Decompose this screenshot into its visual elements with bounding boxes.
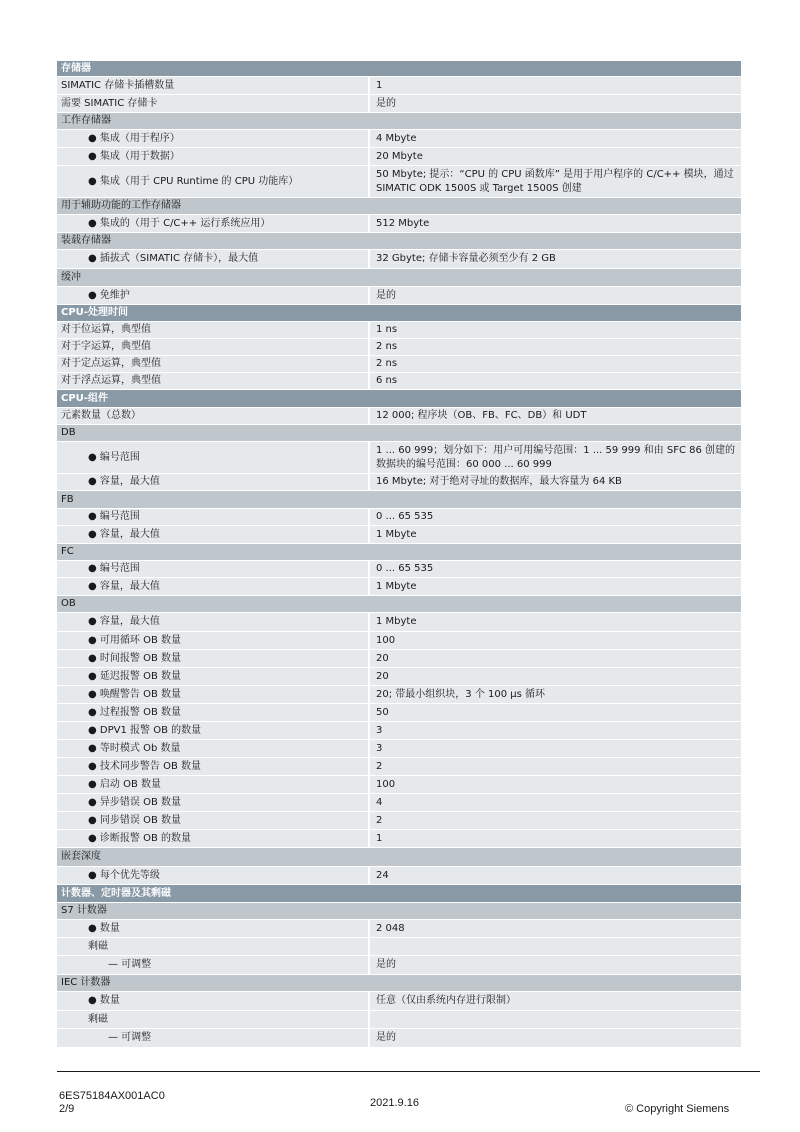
spec-value: 1 xyxy=(368,77,741,94)
spec-value: 1 Mbyte xyxy=(368,578,741,595)
spec-value: 32 Gbyte; 存储卡容量必须至少有 2 GB xyxy=(368,250,741,268)
spec-row xyxy=(57,339,741,356)
spec-value: 2 xyxy=(368,812,741,829)
section-header xyxy=(57,885,741,903)
spec-label: 对于定点运算，典型值 xyxy=(61,358,161,369)
spec-value: 12 000; 程序块（OB、FB、FC、DB）和 UDT xyxy=(368,408,741,424)
spec-row xyxy=(57,830,741,848)
spec-value: 50 Mbyte; 提示：“CPU 的 CPU 函数库” 是用于用户程序的 C/C++ 模块，通过 SIMATIC ODK 1500S 或 Target 1500S 创建 xyxy=(368,166,741,197)
spec-label: ● 容量，最大值 xyxy=(88,529,160,540)
spec-row xyxy=(57,148,741,166)
spec-value: 2 ns xyxy=(368,356,741,372)
section-title: IEC 计数器 xyxy=(61,977,111,988)
spec-label: ● 诊断报警 OB 的数量 xyxy=(88,833,191,844)
spec-value: 任意（仅由系统内存进行限制） xyxy=(368,992,741,1010)
spec-label: ● 时间报警 OB 数量 xyxy=(88,653,181,664)
section-title: 嵌套深度 xyxy=(61,851,101,862)
spec-row xyxy=(57,474,741,491)
spec-label: ● DPV1 报警 OB 的数量 xyxy=(88,725,202,736)
spec-row xyxy=(57,287,741,305)
spec-label: ● 容量，最大值 xyxy=(88,616,160,627)
page-number: 2/9 xyxy=(59,1103,75,1115)
document-date: 2021.9.16 xyxy=(370,1097,419,1109)
spec-label: ● 集成（用于程序） xyxy=(88,133,180,144)
spec-row xyxy=(57,740,741,758)
spec-row xyxy=(57,578,741,596)
spec-label: ● 数量 xyxy=(88,995,120,1006)
spec-row xyxy=(57,442,741,474)
section-header xyxy=(57,848,741,867)
section-header xyxy=(57,233,741,250)
spec-value: 是的 xyxy=(368,956,741,974)
spec-row xyxy=(57,526,741,544)
section-header xyxy=(57,113,741,130)
section-header xyxy=(57,491,741,509)
spec-value: 0 ... 65 535 xyxy=(368,561,741,577)
spec-label: ● 集成（用于数据） xyxy=(88,151,180,162)
spec-label: ● 集成（用于 CPU Runtime 的 CPU 功能库） xyxy=(88,176,299,187)
spec-row xyxy=(57,250,741,269)
spec-label: ● 同步错误 OB 数量 xyxy=(88,815,181,826)
spec-table xyxy=(57,61,741,1048)
section-header xyxy=(57,390,741,408)
spec-label: ● 异步错误 OB 数量 xyxy=(88,797,181,808)
copyright: © Copyright Siemens xyxy=(625,1103,730,1115)
spec-label: 对于位运算，典型值 xyxy=(61,324,151,335)
section-header xyxy=(57,198,741,215)
spec-value xyxy=(368,1011,741,1028)
spec-label: ● 编号范围 xyxy=(88,511,140,522)
spec-label: ● 集成的（用于 C/C++ 运行系统应用） xyxy=(88,218,271,229)
spec-value: 16 Mbyte; 对于绝对寻址的数据库，最大容量为 64 KB xyxy=(368,474,741,490)
spec-row xyxy=(57,632,741,650)
section-header xyxy=(57,975,741,992)
spec-row xyxy=(57,920,741,938)
section-title: 用于辅助功能的工作存储器 xyxy=(61,200,181,211)
spec-value: 100 xyxy=(368,632,741,649)
section-title: CPU-组件 xyxy=(61,393,108,404)
section-title: FB xyxy=(61,494,74,505)
section-header xyxy=(57,903,741,920)
spec-value: 是的 xyxy=(368,287,741,304)
spec-label: 需要 SIMATIC 存储卡 xyxy=(61,98,158,109)
spec-row xyxy=(57,77,741,95)
spec-row xyxy=(57,613,741,632)
spec-row xyxy=(57,130,741,148)
section-title: 缓冲 xyxy=(61,272,81,283)
spec-label: — 可调整 xyxy=(108,959,152,970)
spec-label: ● 容量，最大值 xyxy=(88,581,160,592)
spec-value: 0 ... 65 535 xyxy=(368,509,741,525)
spec-label: ● 插拔式（SIMATIC 存储卡），最大值 xyxy=(88,253,259,264)
spec-value: 2 xyxy=(368,758,741,775)
section-title: 装载存储器 xyxy=(61,235,111,246)
spec-value: 1 Mbyte xyxy=(368,526,741,543)
spec-row xyxy=(57,758,741,776)
section-title: CPU-处理时间 xyxy=(61,307,128,318)
spec-label: ● 可用循环 OB 数量 xyxy=(88,635,181,646)
spec-value: 100 xyxy=(368,776,741,793)
spec-row xyxy=(57,867,741,885)
section-header xyxy=(57,596,741,613)
spec-row xyxy=(57,668,741,686)
spec-label: ● 编号范围 xyxy=(88,563,140,574)
spec-label: ● 数量 xyxy=(88,923,120,934)
section-title: 工作存储器 xyxy=(61,115,111,126)
spec-value: 20; 带最小组织块，3 个 100 μs 循环 xyxy=(368,686,741,703)
spec-value: 3 xyxy=(368,722,741,739)
section-title: 存储器 xyxy=(61,63,91,74)
spec-value: 512 Mbyte xyxy=(368,215,741,232)
spec-row xyxy=(57,686,741,704)
spec-row xyxy=(57,509,741,526)
spec-value: 2 ns xyxy=(368,339,741,355)
spec-row xyxy=(57,373,741,390)
spec-label: ● 技术同步警告 OB 数量 xyxy=(88,761,201,772)
section-title: OB xyxy=(61,598,76,609)
spec-row xyxy=(57,322,741,339)
spec-row xyxy=(57,356,741,373)
spec-value: 50 xyxy=(368,704,741,721)
spec-value: 20 xyxy=(368,650,741,667)
spec-row xyxy=(57,95,741,113)
order-number: 6ES75184AX001AC0 xyxy=(59,1090,165,1102)
spec-label: ● 唤醒警告 OB 数量 xyxy=(88,689,181,700)
footer-divider xyxy=(57,1071,760,1072)
spec-row xyxy=(57,561,741,578)
section-title: S7 计数器 xyxy=(61,905,107,916)
spec-value: 4 xyxy=(368,794,741,811)
spec-value: 20 xyxy=(368,668,741,685)
spec-value: 24 xyxy=(368,867,741,884)
section-header xyxy=(57,425,741,442)
spec-row xyxy=(57,408,741,425)
spec-row xyxy=(57,215,741,233)
spec-value: 是的 xyxy=(368,1029,741,1047)
spec-label: 元素数量（总数） xyxy=(61,410,141,421)
spec-label: ● 延迟报警 OB 数量 xyxy=(88,671,181,682)
section-title: 剩磁 xyxy=(88,941,108,952)
spec-label: ● 免维护 xyxy=(88,290,130,301)
spec-value: 6 ns xyxy=(368,373,741,389)
spec-row xyxy=(57,992,741,1011)
spec-value: 1 xyxy=(368,830,741,847)
spec-row xyxy=(57,704,741,722)
spec-row xyxy=(57,794,741,812)
section-header xyxy=(57,305,741,322)
spec-value: 1 Mbyte xyxy=(368,613,741,631)
spec-row xyxy=(57,776,741,794)
section-title: 计数器、定时器及其剩磁 xyxy=(61,888,171,899)
spec-label: ● 容量，最大值 xyxy=(88,476,160,487)
spec-value: 3 xyxy=(368,740,741,757)
spec-row xyxy=(57,722,741,740)
section-title: DB xyxy=(61,427,76,438)
section-header xyxy=(57,1011,741,1029)
spec-label: 对于浮点运算，典型值 xyxy=(61,375,161,386)
section-title: FC xyxy=(61,546,74,557)
spec-label: ● 编号范围 xyxy=(88,452,140,463)
spec-label: ● 等时模式 Ob 数量 xyxy=(88,743,181,754)
spec-label: SIMATIC 存储卡插槽数量 xyxy=(61,80,175,91)
section-header xyxy=(57,544,741,561)
spec-label: 对于字运算，典型值 xyxy=(61,341,151,352)
spec-value: 2 048 xyxy=(368,920,741,937)
spec-label: ● 启动 OB 数量 xyxy=(88,779,161,790)
spec-row xyxy=(57,956,741,975)
spec-value: 4 Mbyte xyxy=(368,130,741,147)
spec-value xyxy=(368,938,741,955)
spec-label: ● 过程报警 OB 数量 xyxy=(88,707,181,718)
spec-label: — 可调整 xyxy=(108,1032,152,1043)
spec-value: 1 ... 60 999；划分如下：用户可用编号范围：1 ... 59 999 和由 SFC 86 创建的数据块的编号范围：60 000 ... 60 999 xyxy=(368,442,741,473)
spec-value: 20 Mbyte xyxy=(368,148,741,165)
section-header xyxy=(57,61,741,77)
section-header xyxy=(57,269,741,287)
spec-row xyxy=(57,166,741,198)
spec-row xyxy=(57,650,741,668)
spec-row xyxy=(57,812,741,830)
spec-value: 1 ns xyxy=(368,322,741,338)
spec-row xyxy=(57,1029,741,1048)
section-title: 剩磁 xyxy=(88,1014,108,1025)
spec-value: 是的 xyxy=(368,95,741,112)
section-header xyxy=(57,938,741,956)
spec-label: ● 每个优先等级 xyxy=(88,870,160,881)
